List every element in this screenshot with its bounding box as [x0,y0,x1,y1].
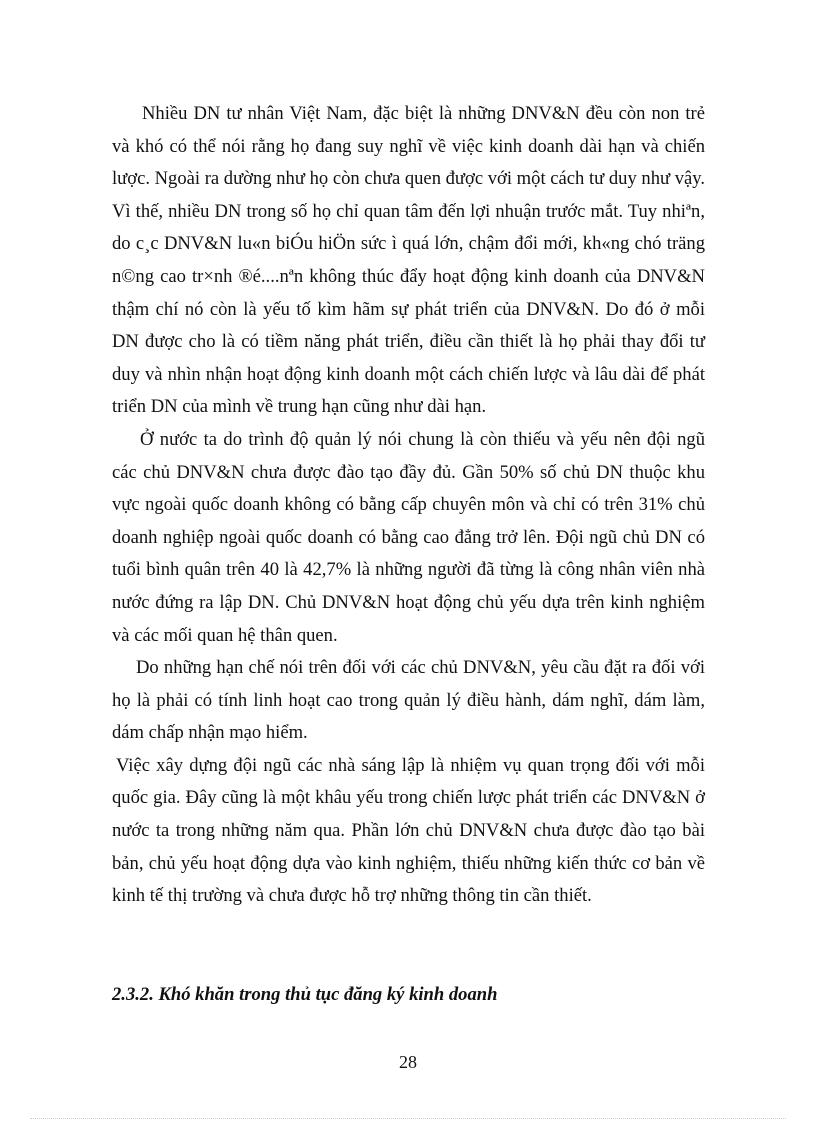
page-bottom-divider [30,1118,786,1119]
paragraph-4: Việc xây dựng đội ngũ các nhà sáng lập là nhiệm vụ quan trọng đối với mỗi quốc gia. Đây cũng là một khâu yếu trong chiến lược phát triển các DNV&N ở nước ta trong những năm qua. Phần lớn chủ DNV&N chưa được đào tạo bài bản, chủ yếu hoạt động dựa vào kinh nghiệm, thiếu những kiến thức cơ bản về kinh tế thị trường và chưa được hỗ trợ những thông tin cần thiết. [112,754,705,907]
paragraph-3: Do những hạn chế nói trên đối với các chủ DNV&N, yêu cầu đặt ra đối với họ là phải có tính linh hoạt cao trong quản lý điều hành, dám nghĩ, dám làm, dám chấp nhận mạo hiểm. [112,657,705,744]
section-heading: 2.3.2. Khó khăn trong thủ tục đăng ký kinh doanh [112,984,498,1005]
paragraph-2: Ở nước ta do trình độ quản lý nói chung là còn thiếu và yếu nên đội ngũ các chủ DNV&N chưa được đào tạo đầy đủ. Gần 50% số chủ DN thuộc khu vực ngoài quốc doanh không có bằng cấp chuyên môn và chỉ có trên 31% chủ doanh nghiệp ngoài quốc doanh có bằng cao đẳng trở lên. Đội ngũ chủ DN có tuổi bình quân trên 40 là 42,7% là những người đã từng là công nhân viên nhà nước đứng ra lập DN. Chủ DNV&N hoạt động chủ yếu dựa trên kinh nghiệm và các mối quan hệ thân quen. [112,428,705,646]
page-number: 28 [399,1052,417,1072]
paragraph-1: Nhiều DN tư nhân Việt Nam, đặc biệt là những DNV&N đều còn non trẻ và khó có thể nói rằng họ đang suy nghĩ về việc kinh doanh dài hạn và chiến lược. Ngoài ra dường như họ còn chưa quen được với một cách tư duy như vậy. Vì thế, nhiều DN trong số họ chỉ quan tâm đến lợi nhuận trước mắt. Tuy nhiªn, do c¸c DNV&N lu«n biÓu hiÖn sức ì quá lớn, chậm đổi mới, kh«ng chó träng n©ng cao tr×nh ®é....nªn không thúc đẩy hoạt động kinh doanh của DNV&N thậm chí nó còn là yếu tố kìm hãm sự phát triển của DNV&N. Do đó ở mỗi DN được cho là có tiềm năng phát triển, điều cần thiết là họ phải thay đổi tư duy và nhìn nhận hoạt động kinh doanh một cách chiến lược và lâu dài để phát triển DN của mình về trung hạn cũng như dài hạn. [112,103,706,418]
body-text [112,98,705,913]
